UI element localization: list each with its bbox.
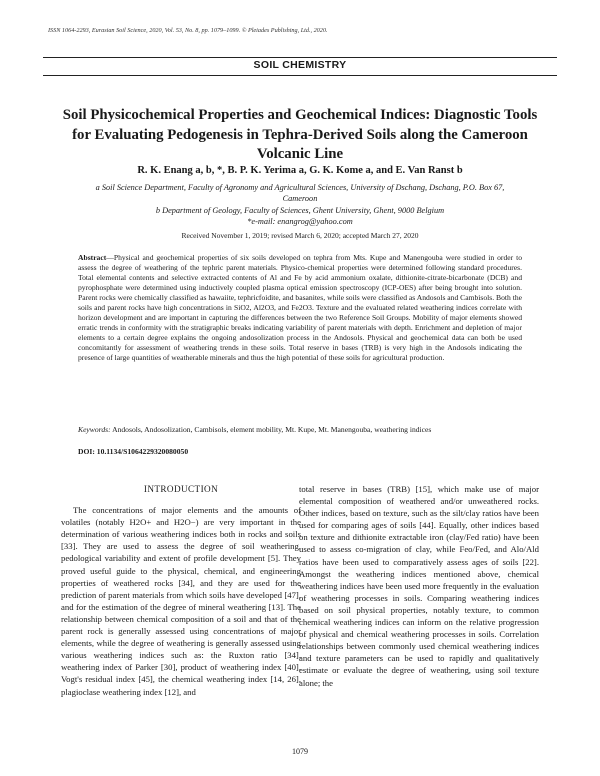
keywords-text: Andosols, Andosolization, Cambisols, element mobility, Mt. Kupe, Mt. Manengouba, weathering indices: [112, 425, 432, 434]
page-number: 1079: [292, 747, 308, 756]
received-dates: Received November 1, 2019; revised March 6, 2020; accepted March 27, 2020: [181, 231, 419, 240]
abstract: [78, 253, 522, 364]
section-rule-bottom: [43, 75, 557, 76]
keywords: [78, 425, 522, 435]
authors: R. K. Enang a, b, *, B. P. K. Yerima a, G. K. Kome a, and E. Van Ranst b: [137, 165, 463, 176]
introduction-heading: INTRODUCTION: [143, 484, 219, 494]
abstract-label: Abstract: [78, 253, 107, 262]
abstract-text: —Physical and geochemical properties of six soils developed on tephra from Mts. Kupe and Manengouba were studied in order to assess the degree of weathering of the tephric parent materials. Physico-chemical properties were determined following standard procedures. Total elemental contents and selective extracted contents of Al and Fe by acid ammonium oxalate, dithionite-citrate-bicarbonate (DCB) and pyrophosphate were determined using inductively coupled plasma optical emission spectroscopy (ICP-OES) after being brought into solution. Parent rocks were chemically classified as hawaiite, tephricfoidite, and basanites, while soils were classified as Andosols and Cambisols. Both the soils and parent rocks have high concentrations in SiO2, Al2O3, and Fe2O3. Texture and the evaluated related weathering indices correlate with horizon development and are important in capturing the differences between the two Reference Soil Groups. Mobility of major elements showed erratic trends in conformity with the stratigraphic breaks indicating variability of parent materials with depth. Enrichment and depletion of major elements to a certain degree explains the ongoing andosolization process in the Andosols. Physical and geochemical data can both be used concomitantly for assessment of weathering trends in these soils. Total reserve in bases (TRB) is very high in the Andosols indicating the presence of large quantities of weatherable minerals and thus the high potential of these soils for agricultural production.: [78, 253, 522, 363]
affiliation-a: a Soil Science Department, Faculty of Agronomy and Agricultural Sciences, University of Dschang, Dschang, P.O. Box 67, Cameroon: [95, 183, 505, 203]
section-heading: SOIL CHEMISTRY: [253, 59, 347, 71]
affiliation-b: b Department of Geology, Faculty of Sciences, Ghent University, Ghent, 9000 Belgium: [155, 206, 445, 215]
column-right: [299, 483, 539, 689]
journal-citation: ISSN 1064-2293, Eurasian Soil Science, 2020, Vol. 53, No. 8, pp. 1079–1099. © Pleiades Publishing, Ltd., 2020.: [48, 27, 328, 34]
section-rule-top: [43, 57, 557, 58]
doi: DOI: 10.1134/S1064229320080050: [78, 447, 189, 456]
intro-paragraph-left: The concentrations of major elements and the amounts of volatiles (notably H2O+ and H2O−) are very important in the determination of various weathering indices both in rocks and soils [33]. They are used to assess the degree of soil weathering, pedological variability and extent of profile development [5]. They proved useful guide to the physical, chemical, and engineering properties of weathered rocks [34], and they are used for the prediction of parent materials from which soils have developed [47], and for the estimation of the degree of mineral weathering [13]. The relationship between chemical composition of a soil and that of the parent rock is generally assessed using concentrations of major elements, while the degree of weathering is generally assessed using various weathering indices such as: the Ruxton ratio [34], weathering index of Parker [30], product of weathering index [40], Vogt's residual index [45], the chemical weathering index [14, 26], plagioclase weathering index [12], and: [61, 505, 301, 697]
paper-title: Soil Physicochemical Properties and Geochemical Indices: Diagnostic Tools for Evaluating Pedogenesis in Tephra-Derived Soils along the Cameroon Volcanic Line: [62, 107, 538, 162]
column-left: [61, 483, 301, 698]
intro-paragraph-right: total reserve in bases (TRB) [15], which make use of major elemental composition of weathered and/or unweathered rocks. Other indices, based on texture, such as the silt/clay ratios have been used for comparing ages of soils [44]. Equally, other indices based on texture and dithionite extractable iron (clay/Fed ratio) have been used to assess co-migration of clay, while Feo/Fed, and Alo/Ald ratios have been used to comparatively assess ages of soils [22]. Amongst the weathering indices mentioned above, chemical weathering indices have been used more frequently in the evaluation of weathering processes in soils. Comparing weathering indices based on soil physical properties, notably texture, to common chemical weathering indices can inform on the relative progression of physical and chemical weathering processes in soils. Correlation relationships between commonly used chemical weathering indices and texture parameters can be used to rapidly and qualitatively estimate or evaluate the degree of weathering, using soil texture alone; the: [299, 484, 539, 688]
author-email: *e-mail: enangrog@yahoo.com: [247, 217, 353, 226]
keywords-label: Keywords:: [78, 425, 111, 434]
